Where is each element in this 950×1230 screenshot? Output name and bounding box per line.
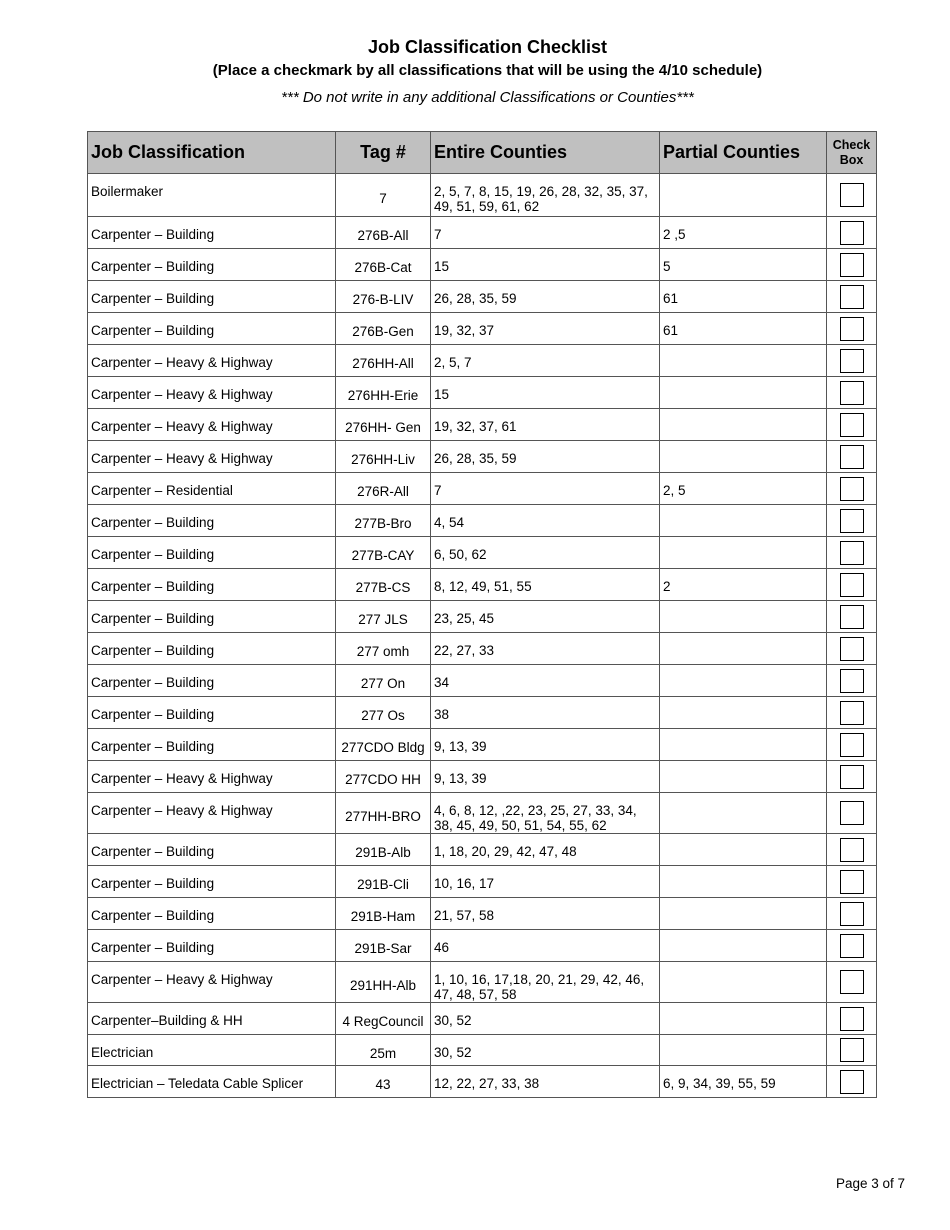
checkbox[interactable] <box>840 183 864 207</box>
entire-counties-cell: 19, 32, 37, 61 <box>431 409 660 441</box>
partial-counties-cell: 5 <box>660 249 827 281</box>
classification-cell: Carpenter – Heavy & Highway <box>88 345 336 377</box>
check-box-cell <box>827 761 877 793</box>
column-header-check-box: Check Box <box>827 132 877 174</box>
table-row <box>88 633 877 665</box>
entire-counties-cell: 15 <box>431 249 660 281</box>
partial-counties-cell <box>660 665 827 697</box>
checkbox[interactable] <box>840 381 864 405</box>
classification-cell: Electrician – Teledata Cable Splicer <box>88 1066 336 1098</box>
entire-counties-cell: 1, 10, 16, 17,18, 20, 21, 29, 42, 46, 47, 48, 57, 58 <box>431 962 660 1003</box>
entire-counties-cell: 10, 16, 17 <box>431 866 660 898</box>
entire-counties-cell: 1, 18, 20, 29, 42, 47, 48 <box>431 834 660 866</box>
classification-cell: Carpenter – Building <box>88 281 336 313</box>
table-row <box>88 761 877 793</box>
partial-counties-cell <box>660 377 827 409</box>
partial-counties-cell <box>660 537 827 569</box>
tag-cell: 291B-Alb <box>336 834 431 866</box>
partial-counties-cell: 2 ,5 <box>660 217 827 249</box>
tag-cell: 291B-Ham <box>336 898 431 930</box>
classification-cell: Carpenter – Building <box>88 834 336 866</box>
partial-counties-cell <box>660 441 827 473</box>
tag-cell: 276HH-Erie <box>336 377 431 409</box>
checkbox[interactable] <box>840 1007 864 1031</box>
classification-cell: Carpenter – Heavy & Highway <box>88 962 336 1003</box>
column-header-tag: Tag # <box>336 132 431 174</box>
classification-cell: Carpenter – Heavy & Highway <box>88 793 336 834</box>
entire-counties-cell: 9, 13, 39 <box>431 729 660 761</box>
entire-counties-cell: 4, 54 <box>431 505 660 537</box>
partial-counties-cell: 61 <box>660 313 827 345</box>
checkbox[interactable] <box>840 838 864 862</box>
entire-counties-cell: 7 <box>431 473 660 505</box>
classification-cell: Carpenter – Building <box>88 313 336 345</box>
check-box-cell <box>827 633 877 665</box>
entire-counties-cell: 21, 57, 58 <box>431 898 660 930</box>
partial-counties-cell <box>660 174 827 217</box>
classification-cell: Carpenter – Building <box>88 537 336 569</box>
checkbox[interactable] <box>840 801 864 825</box>
column-header-classification: Job Classification <box>88 132 336 174</box>
classification-cell: Boilermaker <box>88 174 336 217</box>
classification-cell: Carpenter – Heavy & Highway <box>88 761 336 793</box>
checkbox[interactable] <box>840 413 864 437</box>
tag-cell: 277 omh <box>336 633 431 665</box>
check-box-cell <box>827 505 877 537</box>
entire-counties-cell: 8, 12, 49, 51, 55 <box>431 569 660 601</box>
tag-cell: 43 <box>336 1066 431 1098</box>
tag-cell: 277 Os <box>336 697 431 729</box>
partial-counties-cell <box>660 1035 827 1066</box>
table-row <box>88 1003 877 1035</box>
entire-counties-cell: 38 <box>431 697 660 729</box>
check-box-cell <box>827 174 877 217</box>
checkbox[interactable] <box>840 221 864 245</box>
check-box-cell <box>827 249 877 281</box>
checkbox[interactable] <box>840 934 864 958</box>
tag-cell: 277 JLS <box>336 601 431 633</box>
table-row <box>88 962 877 1003</box>
check-box-cell <box>827 537 877 569</box>
check-box-cell <box>827 377 877 409</box>
table-row <box>88 1035 877 1066</box>
tag-cell: 276HH-All <box>336 345 431 377</box>
classification-cell: Carpenter – Residential <box>88 473 336 505</box>
checkbox[interactable] <box>840 285 864 309</box>
table-row <box>88 174 877 217</box>
partial-counties-cell <box>660 409 827 441</box>
partial-counties-cell <box>660 793 827 834</box>
tag-cell: 277 On <box>336 665 431 697</box>
entire-counties-cell: 19, 32, 37 <box>431 313 660 345</box>
checkbox[interactable] <box>840 477 864 501</box>
tag-cell: 277B-CS <box>336 569 431 601</box>
entire-counties-cell: 23, 25, 45 <box>431 601 660 633</box>
entire-counties-cell: 22, 27, 33 <box>431 633 660 665</box>
partial-counties-cell <box>660 729 827 761</box>
column-header-entire-counties: Entire Counties <box>431 132 660 174</box>
partial-counties-cell: 2 <box>660 569 827 601</box>
check-box-cell <box>827 962 877 1003</box>
tag-cell: 276B-Cat <box>336 249 431 281</box>
classification-cell: Carpenter – Heavy & Highway <box>88 409 336 441</box>
checkbox[interactable] <box>840 970 864 994</box>
checkbox[interactable] <box>840 1038 864 1062</box>
entire-counties-cell: 26, 28, 35, 59 <box>431 281 660 313</box>
classification-cell: Carpenter – Building <box>88 249 336 281</box>
partial-counties-cell <box>660 898 827 930</box>
check-box-cell <box>827 930 877 962</box>
table-row <box>88 249 877 281</box>
page-number: Page 3 of 7 <box>835 1176 905 1191</box>
checkbox[interactable] <box>840 902 864 926</box>
checkbox[interactable] <box>840 637 864 661</box>
partial-counties-cell: 61 <box>660 281 827 313</box>
checkbox[interactable] <box>840 870 864 894</box>
table-row <box>88 1066 877 1098</box>
tag-cell: 276B-Gen <box>336 313 431 345</box>
checkbox[interactable] <box>840 445 864 469</box>
classification-cell: Electrician <box>88 1035 336 1066</box>
table-row <box>88 665 877 697</box>
check-box-cell <box>827 1003 877 1035</box>
table-row <box>88 866 877 898</box>
page-title: Job Classification Checklist <box>367 37 608 57</box>
entire-counties-cell: 12, 22, 27, 33, 38 <box>431 1066 660 1098</box>
table-header-row <box>88 132 877 174</box>
table-row <box>88 281 877 313</box>
entire-counties-cell: 4, 6, 8, 12, ,22, 23, 25, 27, 33, 34, 38, 45, 49, 50, 51, 54, 55, 62 <box>431 793 660 834</box>
classification-cell: Carpenter – Building <box>88 569 336 601</box>
checkbox[interactable] <box>840 701 864 725</box>
partial-counties-cell <box>660 345 827 377</box>
classification-cell: Carpenter – Building <box>88 729 336 761</box>
instruction-note: *** Do not write in any additional Classifications or Counties*** <box>281 89 694 106</box>
entire-counties-cell: 2, 5, 7, 8, 15, 19, 26, 28, 32, 35, 37, 49, 51, 59, 61, 62 <box>431 174 660 217</box>
classification-cell: Carpenter – Building <box>88 601 336 633</box>
tag-cell: 291HH-Alb <box>336 962 431 1003</box>
table-row <box>88 601 877 633</box>
check-box-cell <box>827 345 877 377</box>
page-subtitle: (Place a checkmark by all classifications that will be using the 4/10 schedule) <box>212 62 763 79</box>
classification-cell: Carpenter – Building <box>88 665 336 697</box>
partial-counties-cell <box>660 866 827 898</box>
check-box-cell <box>827 1066 877 1098</box>
classification-table <box>87 131 877 1098</box>
table-row <box>88 473 877 505</box>
check-box-cell <box>827 793 877 834</box>
table-row <box>88 898 877 930</box>
check-box-cell <box>827 569 877 601</box>
table-row <box>88 834 877 866</box>
table-row <box>88 729 877 761</box>
partial-counties-cell: 2, 5 <box>660 473 827 505</box>
entire-counties-cell: 30, 52 <box>431 1035 660 1066</box>
check-box-cell <box>827 898 877 930</box>
check-box-cell <box>827 409 877 441</box>
check-box-cell <box>827 1035 877 1066</box>
partial-counties-cell <box>660 761 827 793</box>
check-box-cell <box>827 834 877 866</box>
checkbox[interactable] <box>840 669 864 693</box>
table-row <box>88 217 877 249</box>
check-box-cell <box>827 697 877 729</box>
classification-cell: Carpenter–Building & HH <box>88 1003 336 1035</box>
classification-cell: Carpenter – Building <box>88 697 336 729</box>
entire-counties-cell: 2, 5, 7 <box>431 345 660 377</box>
tag-cell: 291B-Sar <box>336 930 431 962</box>
table-row <box>88 313 877 345</box>
partial-counties-cell <box>660 601 827 633</box>
checkbox[interactable] <box>840 349 864 373</box>
column-header-partial-counties: Partial Counties <box>660 132 827 174</box>
partial-counties-cell <box>660 962 827 1003</box>
checkbox[interactable] <box>840 1070 864 1094</box>
table-row <box>88 930 877 962</box>
check-box-cell <box>827 866 877 898</box>
table-body <box>88 174 877 1098</box>
tag-cell: 276-B-LIV <box>336 281 431 313</box>
partial-counties-cell <box>660 505 827 537</box>
table-row <box>88 697 877 729</box>
checkbox[interactable] <box>840 765 864 789</box>
tag-cell: 276B-All <box>336 217 431 249</box>
entire-counties-cell: 46 <box>431 930 660 962</box>
check-box-cell <box>827 473 877 505</box>
tag-cell: 7 <box>336 174 431 217</box>
checkbox[interactable] <box>840 317 864 341</box>
partial-counties-cell <box>660 697 827 729</box>
entire-counties-cell: 34 <box>431 665 660 697</box>
partial-counties-cell <box>660 1003 827 1035</box>
tag-cell: 277CDO Bldg <box>336 729 431 761</box>
check-box-cell <box>827 601 877 633</box>
tag-cell: 277B-Bro <box>336 505 431 537</box>
table-row <box>88 537 877 569</box>
partial-counties-cell <box>660 930 827 962</box>
classification-cell: Carpenter – Heavy & Highway <box>88 377 336 409</box>
check-box-cell <box>827 729 877 761</box>
entire-counties-cell: 6, 50, 62 <box>431 537 660 569</box>
checkbox[interactable] <box>840 605 864 629</box>
classification-cell: Carpenter – Building <box>88 505 336 537</box>
entire-counties-cell: 15 <box>431 377 660 409</box>
table-row <box>88 569 877 601</box>
entire-counties-cell: 26, 28, 35, 59 <box>431 441 660 473</box>
tag-cell: 277HH-BRO <box>336 793 431 834</box>
classification-cell: Carpenter – Building <box>88 217 336 249</box>
tag-cell: 276HH-Liv <box>336 441 431 473</box>
check-box-cell <box>827 665 877 697</box>
check-box-cell <box>827 217 877 249</box>
tag-cell: 4 RegCouncil <box>336 1003 431 1035</box>
check-box-cell <box>827 313 877 345</box>
checkbox[interactable] <box>840 573 864 597</box>
classification-cell: Carpenter – Building <box>88 930 336 962</box>
entire-counties-cell: 9, 13, 39 <box>431 761 660 793</box>
table-row <box>88 409 877 441</box>
entire-counties-cell: 7 <box>431 217 660 249</box>
table-row <box>88 377 877 409</box>
check-box-cell <box>827 441 877 473</box>
classification-cell: Carpenter – Building <box>88 866 336 898</box>
table-row <box>88 441 877 473</box>
checkbox[interactable] <box>840 541 864 565</box>
tag-cell: 25m <box>336 1035 431 1066</box>
partial-counties-cell <box>660 834 827 866</box>
table-row <box>88 793 877 834</box>
classification-cell: Carpenter – Building <box>88 898 336 930</box>
classification-cell: Carpenter – Building <box>88 633 336 665</box>
checkbox[interactable] <box>840 509 864 533</box>
partial-counties-cell: 6, 9, 34, 39, 55, 59 <box>660 1066 827 1098</box>
tag-cell: 291B-Cli <box>336 866 431 898</box>
entire-counties-cell: 30, 52 <box>431 1003 660 1035</box>
classification-cell: Carpenter – Heavy & Highway <box>88 441 336 473</box>
table-row <box>88 345 877 377</box>
checkbox[interactable] <box>840 253 864 277</box>
partial-counties-cell <box>660 633 827 665</box>
table-row <box>88 505 877 537</box>
checkbox[interactable] <box>840 733 864 757</box>
tag-cell: 276HH- Gen <box>336 409 431 441</box>
tag-cell: 276R-All <box>336 473 431 505</box>
tag-cell: 277CDO HH <box>336 761 431 793</box>
tag-cell: 277B-CAY <box>336 537 431 569</box>
check-box-cell <box>827 281 877 313</box>
